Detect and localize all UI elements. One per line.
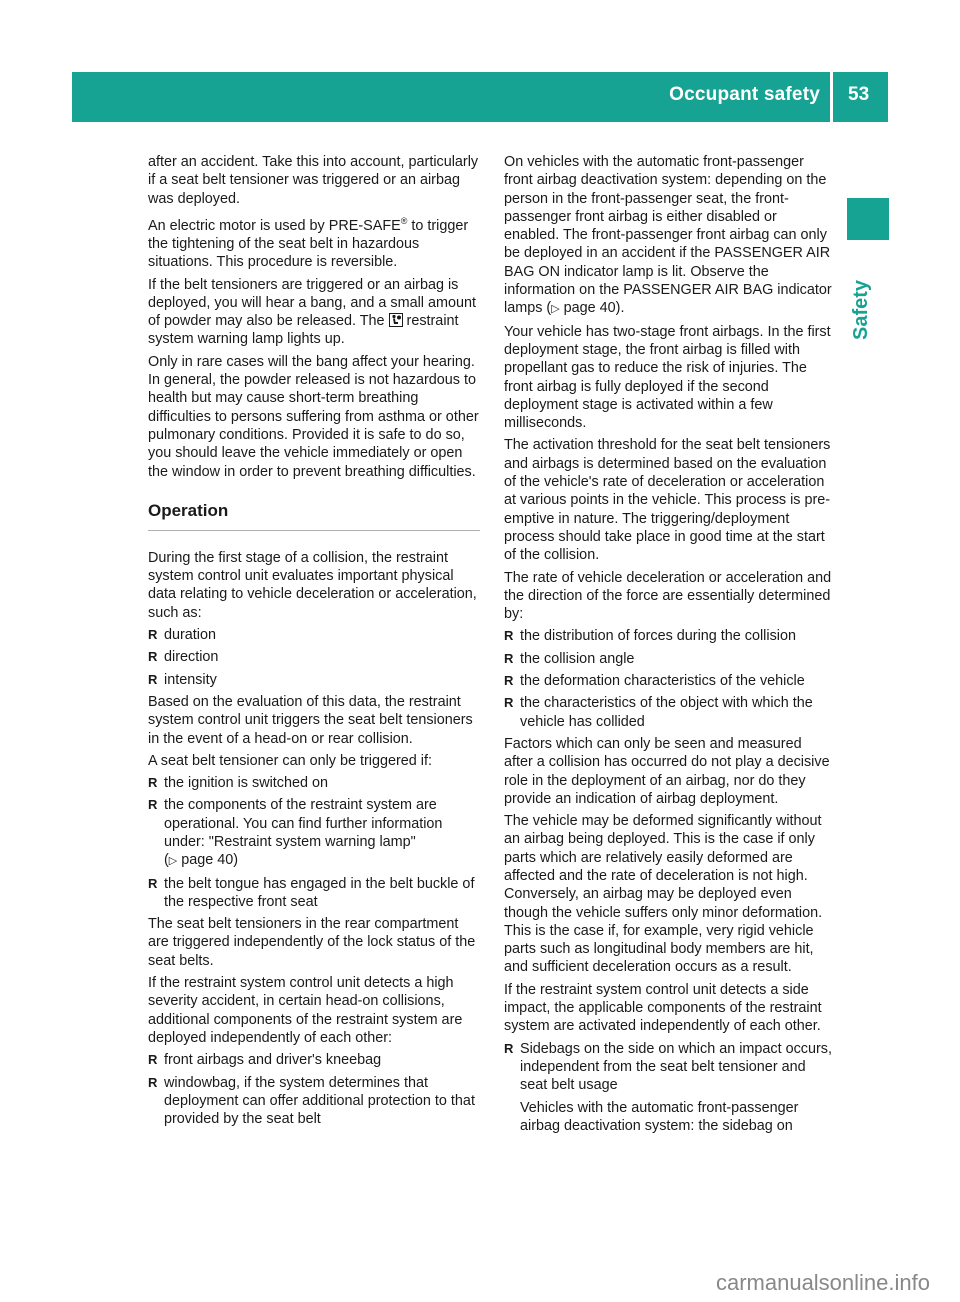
bullet-marker: R: [148, 671, 158, 687]
list-item-text: the collision angle: [520, 650, 635, 667]
side-tab-marker: [847, 198, 889, 240]
spacer: [148, 531, 480, 549]
list-item: [504, 627, 834, 645]
list-item-subparagraph: Vehicles with the automatic front-passenger airbag deactivation system: the sidebag on: [520, 1099, 799, 1134]
reference-arrow-icon: ▷: [168, 855, 178, 868]
list-item-text: Sidebags on the side on which an impact occurs, independent from the seat belt tensioner and seat belt usage: [520, 1040, 832, 1094]
list-item-text: front airbags and driver's kneebag: [164, 1052, 382, 1069]
paragraph: Factors which can only be seen and measured after a collision has occurred do not play a decisive role in the deployment of an airbag, nor do they provide an indication of airbag deployment.: [504, 735, 830, 807]
text: restraint system warning lamp lights up.: [148, 313, 459, 348]
paragraph: A seat belt tensioner can only be triggered if:: [148, 752, 432, 769]
airbag-warning-lamp-icon: [389, 313, 403, 327]
list-item-text: the deformation characteristics of the vehicle: [520, 673, 805, 690]
list-item-text: intensity: [164, 671, 217, 688]
header-separator: [830, 72, 833, 122]
paragraph: The seat belt tensioners in the rear compartment are triggered independently of the lock status of the seat belts.: [148, 916, 476, 969]
bullet-marker: R: [148, 875, 158, 891]
bullet-marker: R: [148, 775, 158, 791]
paragraph: If the restraint system control unit detects a side impact, the applicable components of the restraint system are activated independently of each other.: [504, 981, 822, 1035]
text: (: [164, 852, 169, 869]
list-item: [504, 694, 834, 731]
list-item: [148, 1051, 480, 1069]
bullet-marker: R: [504, 695, 514, 711]
list-item-text: the components of the restraint system are operational. You can find further information under: "Restraint system warning lamp": [164, 797, 443, 850]
bullet-marker: R: [504, 673, 514, 689]
list-item-text: direction: [164, 649, 219, 666]
left-column: [148, 153, 480, 1132]
reference-arrow-icon[interactable]: ▷: [551, 303, 560, 316]
paragraph: The vehicle may be deformed significantly without an airbag being deployed. This is the case if only parts which are relatively easily deformed are affected and the rate of deceleration is not high. Conversely, an airbag may be deployed even though the vehicle suffers only minor deformation. This is the case if, for example, very rigid vehicle parts such as longitudinal body members are hit, and sufficient deceleration occurs as a result.: [504, 813, 823, 976]
paragraph: Only in rare cases will the bang affect your hearing. In general, the powder released is not hazardous to health but may cause short-term breathing difficulties to persons suffering from asthma or other pulmonary conditions. Provided it is safe to do so, you should leave the vehicle immediately or open the window in order to prevent breathing difficulties.: [148, 353, 479, 480]
bullet-marker: R: [148, 1074, 158, 1090]
paragraph: [504, 153, 834, 319]
text: page 40): [177, 852, 239, 869]
list-item: [504, 650, 834, 668]
text: On vehicles with the automatic front-passenger front airbag deactivation system: depending on the person in the front-passenger seat, the front-passenger front airbag is either disabled or enabled. The front-passenger front airbag can only be deployed in an accident if the PASSENGER AIR BAG ON indicator lamp is lit. Observe the information on the PASSENGER AIR BAG indicator lamps (: [504, 154, 832, 317]
paragraph: If the restraint system control unit detects a high severity accident, in certain head-on collisions, additional components of the restraint system are deployed independently of each other:: [148, 975, 463, 1046]
page-number: 53: [848, 84, 870, 105]
registered-mark: ®: [400, 215, 408, 226]
bullet-list: [148, 1051, 480, 1128]
page-reference[interactable]: page 40).: [559, 300, 625, 317]
bullet-marker: R: [148, 797, 158, 813]
bullet-list: [148, 626, 480, 689]
list-item: [504, 672, 834, 690]
paragraph: [148, 212, 480, 272]
list-item: [148, 875, 480, 912]
list-item: [504, 1040, 834, 1135]
list-item: [148, 671, 480, 689]
bullet-list: [148, 774, 480, 911]
right-column: [504, 153, 834, 1139]
paragraph: During the first stage of a collision, the restraint system control unit evaluates important physical data relating to vehicle deceleration or acceleration, such as:: [148, 549, 477, 621]
paragraph: after an accident. Take this into account, particularly if a seat belt tensioner was triggered or an airbag was deployed.: [148, 154, 479, 207]
list-item: [148, 626, 480, 644]
page-title: Occupant safety: [669, 84, 820, 105]
bullet-marker: R: [504, 628, 514, 644]
paragraph: Your vehicle has two-stage front airbags. In the first deployment stage, the front airbag is filled with propellant gas to reduce the risk of injuries. The front airbag is fully deployed if the second deployment stage is activated within a few milliseconds.: [504, 323, 831, 432]
bullet-marker: R: [148, 1052, 158, 1068]
list-item-text: windowbag, if the system determines that deployment can offer additional protection to that provided by the seat belt: [164, 1074, 475, 1128]
list-item-text: the distribution of forces during the collision: [520, 628, 796, 645]
list-item-text: the characteristics of the object with which the vehicle has collided: [520, 695, 813, 730]
list-item-text: the belt tongue has engaged in the belt buckle of the respective front seat: [164, 875, 475, 910]
paragraph: Based on the evaluation of this data, the restraint system control unit triggers the seat belt tensioners in the event of a head-on or rear collision.: [148, 693, 473, 747]
section-heading-operation: Operation: [148, 501, 480, 531]
watermark: carmanualsonline.info: [715, 1270, 930, 1295]
paragraph: The activation threshold for the seat belt tensioners and airbags is determined based on the evaluation of the vehicle's rate of deceleration or acceleration at various points in the vehicle. This process is pre-emptive in nature. The triggering/deployment process should take place in good time at the start of the collision.: [504, 437, 831, 564]
list-item: [148, 796, 480, 870]
list-item-text: the ignition is switched on: [164, 775, 328, 792]
side-tab-label: Safety: [850, 279, 872, 340]
bullet-marker: R: [148, 627, 158, 643]
list-item: [148, 1074, 480, 1129]
paragraph: [148, 276, 480, 349]
bullet-marker: R: [504, 650, 514, 666]
bullet-list: [504, 1040, 834, 1135]
list-item: [148, 774, 480, 792]
bullet-marker: R: [148, 649, 158, 665]
page-reference[interactable]: [164, 852, 238, 868]
text: If the belt tensioners are triggered or an airbag is deployed, you will hear a bang, and a small amount of powder may also be released. The: [148, 276, 476, 330]
bullet-marker: R: [504, 1040, 514, 1056]
list-item-text: duration: [164, 627, 217, 644]
list-item: [148, 648, 480, 666]
paragraph: The rate of vehicle deceleration or acceleration and the direction of the force are essentially determined by:: [504, 569, 832, 623]
bullet-list: [504, 627, 834, 730]
text: to trigger the tightening of the seat belt in hazardous situations. This procedure is reversible.: [148, 217, 469, 271]
text: An electric motor is used by PRE-SAFE: [148, 217, 401, 234]
